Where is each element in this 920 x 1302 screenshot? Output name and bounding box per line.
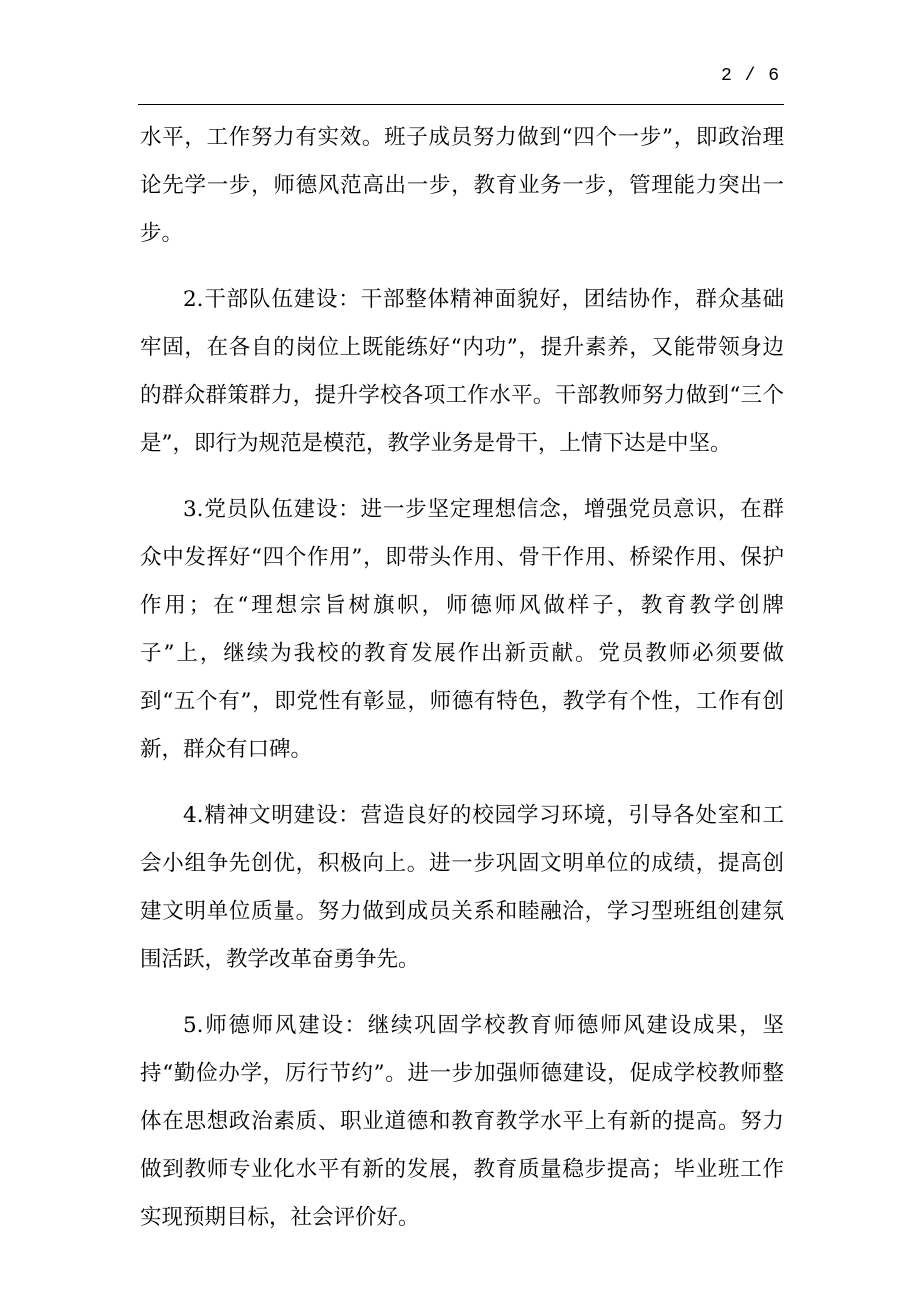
paragraph-continuation: 水平，工作努力有实效。班子成员努力做到“四个一步”，即政治理论先学一步，师德风范高出一步，教育业务一步，管理能力突出一步。 [140, 125, 784, 246]
paragraph-cadre-team: 2.干部队伍建设：干部整体精神面貌好，团结协作，群众基础牢固，在各自的岗位上既能练好“内功”，提升素养，又能带领身边的群众群策群力，提升学校各项工作水平。干部教师努力做到“三个是”，即行为规范是模范，教学业务是骨干，上情下达是中坚。 [140, 287, 784, 456]
paragraph-teacher-ethics: 5.师德师风建设：继续巩固学校教育师德师风建设成果，坚持“勤俭办学，厉行节约”。进一步加强师德建设，促成学校教师整体在思想政治素质、职业道德和教育教学水平上有新的提高。努力做到教师专业化水平有新的发展，教育质量稳步提高；毕业班工作实现预期目标，社会评价好。 [140, 1013, 784, 1230]
paragraph-spiritual-civilization: 4.精神文明建设：营造良好的校园学习环境，引导各处室和工会小组争先创优，积极向上。进一步巩固文明单位的成绩，提高创建文明单位质量。努力做到成员关系和睦融洽，学习型班组创建氛围活跃，教学改革奋勇争先。 [140, 803, 784, 972]
paragraph-party-members: 3.党员队伍建设：进一步坚定理想信念，增强党员意识，在群众中发挥好“四个作用”，即带头作用、骨干作用、桥梁作用、保护作用；在“理想宗旨树旗帜，师德师风做样子，教育教学创牌子”上，继续为我校的教育发展作出新贡献。党员教师必须要做到“五个有”，即党性有彰显，师德有特色，教学有个性，工作有创新，群众有口碑。 [140, 497, 784, 762]
page-number: 2 / 6 [720, 66, 780, 86]
header-divider [138, 104, 784, 105]
document-body [140, 114, 784, 1260]
